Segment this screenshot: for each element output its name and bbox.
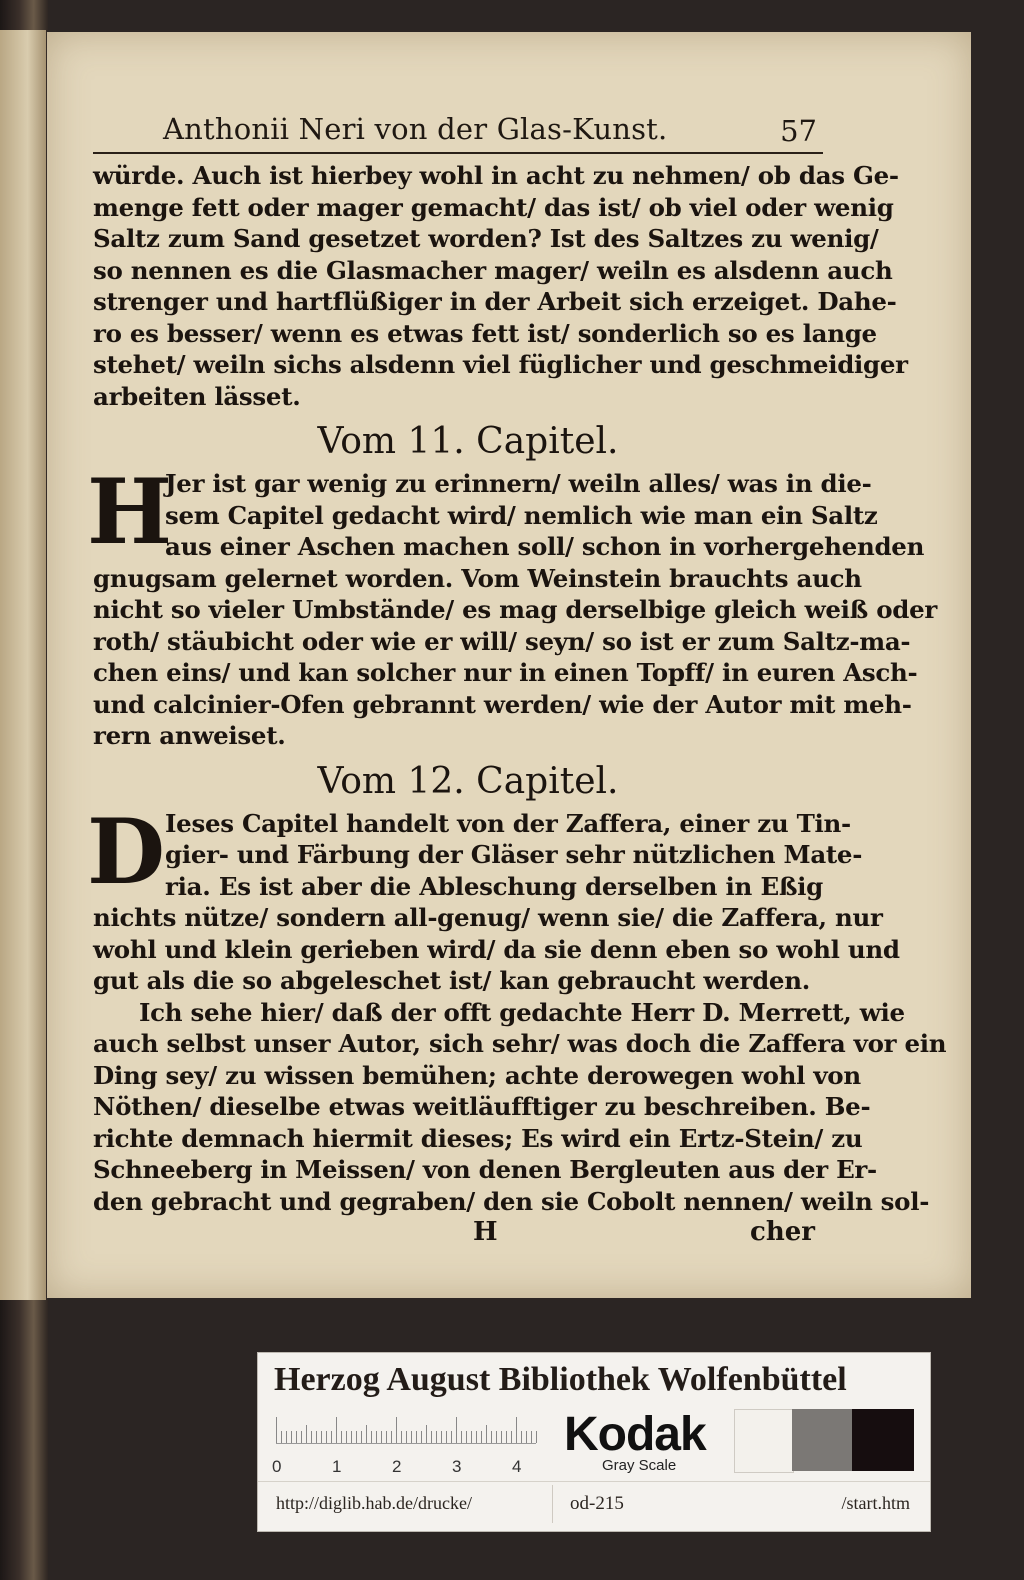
text-line: den gebracht und gegraben/ den sie Cobolt nennen/ weiln sol- (93, 1186, 930, 1216)
shelfmark-code: od-215 (570, 1493, 624, 1514)
ruler-tick (391, 1431, 392, 1443)
card-separator (552, 1485, 553, 1523)
ruler-tick (436, 1431, 437, 1443)
ruler-tick (276, 1417, 277, 1443)
ruler-tick (396, 1417, 397, 1443)
ruler-tick (531, 1431, 532, 1443)
ruler-tick (376, 1431, 377, 1443)
ruler-tick (311, 1431, 312, 1443)
ruler-tick (506, 1431, 507, 1443)
text-line: aus einer Aschen machen soll/ schon in vorhergehenden (165, 532, 925, 561)
book-page (47, 32, 971, 1298)
chapter-12-heading: Vom 12. Capitel. (317, 760, 619, 802)
ruler-tick (326, 1431, 327, 1443)
text-line: Ich sehe hier/ daß der offt gedachte Herr D. Merrett, wie (139, 997, 905, 1027)
ruler-tick (431, 1431, 432, 1443)
text-line: rern anweiset. (93, 721, 286, 750)
drop-cap: D (87, 798, 166, 905)
text-line: sem Capitel gedacht wird/ nemlich wie man ein Saltz (165, 500, 878, 530)
ruler-tick (406, 1431, 407, 1443)
catchword: cher (750, 1217, 815, 1247)
ruler-tick (351, 1431, 352, 1443)
text-line: Nöthen/ dieselbe etwas weitläufftiger zu beschreiben. Be- (93, 1092, 871, 1121)
text-line: roth/ stäubicht oder wie er will/ seyn/ so ist er zum Saltz-ma- (93, 626, 911, 656)
ruler-tick (426, 1425, 427, 1443)
ruler-tick (341, 1431, 342, 1443)
ruler-tick (286, 1431, 287, 1443)
gray-swatch-white (734, 1409, 794, 1473)
ruler-tick (526, 1431, 527, 1443)
ruler-tick (536, 1431, 537, 1443)
ruler-tick (501, 1431, 502, 1443)
text-line: Jer ist gar wenig zu erinnern/ weiln alles/ was in die- (165, 469, 872, 498)
gray-swatch-mid (792, 1409, 852, 1471)
text-line: würde. Auch ist hierbey wohl in acht zu nehmen/ ob das Ge- (93, 161, 899, 190)
page-footer (93, 1217, 823, 1251)
ruler-tick (416, 1431, 417, 1443)
text-line: gut als die so abgeleschet ist/ kan gebraucht werden. (93, 966, 810, 995)
ruler-label: 2 (392, 1457, 402, 1476)
ruler-label: 1 (332, 1457, 342, 1476)
text-line: menge fett oder mager gemacht/ das ist/ ob viel oder wenig (93, 192, 894, 222)
drop-cap: H (87, 459, 173, 565)
chapter-11-heading: Vom 11. Capitel. (317, 421, 619, 462)
text-line: chen eins/ und kan solcher nur in einen Topff/ in euren Asch- (93, 658, 918, 687)
running-head (93, 110, 823, 154)
text-line: gnugsam gelernet worden. Vom Weinstein brauchts auch (93, 563, 862, 593)
text-line: arbeiten lässet. (93, 381, 301, 411)
ruler-tick (361, 1431, 362, 1443)
ruler-tick (296, 1431, 297, 1443)
ruler-tick (446, 1431, 447, 1443)
ruler-tick (411, 1431, 412, 1443)
ruler-tick (331, 1431, 332, 1443)
page-number: 57 (780, 114, 817, 148)
text-line: ria. Es ist aber die Ableschung derselben in Eßig (165, 871, 823, 901)
ruler-tick (456, 1417, 457, 1443)
left-page-edge (0, 30, 46, 1300)
ruler-tick (496, 1431, 497, 1443)
library-name: Herzog August Bibliothek Wolfenbüttel (274, 1361, 847, 1398)
ruler-tick (281, 1431, 282, 1443)
ruler-tick (481, 1431, 482, 1443)
ruler-tick (461, 1431, 462, 1443)
ruler-label: 4 (512, 1457, 522, 1476)
ruler-tick (521, 1431, 522, 1443)
ruler-tick (486, 1425, 487, 1443)
ruler-tick (336, 1417, 337, 1443)
ruler-tick (316, 1431, 317, 1443)
ruler-tick (366, 1425, 367, 1443)
intro-paragraph (93, 160, 908, 412)
text-line: wohl und klein gerieben wird/ da sie denn eben so wohl und (93, 934, 900, 964)
color-target-card (257, 1352, 931, 1532)
start-path: /start.htm (841, 1493, 910, 1513)
measurement-ruler (276, 1415, 536, 1444)
text-line: auch selbst unser Autor, sich sehr/ was doch die Zaffera vor ein (93, 1029, 947, 1058)
text-line: ro es besser/ wenn es etwas fett ist/ sonderlich so es lange (93, 318, 877, 348)
gray-swatch-black (852, 1409, 914, 1471)
text-line: Schneeberg in Meissen/ von denen Bergleuten aus der Er- (93, 1155, 877, 1184)
ruler-tick (291, 1431, 292, 1443)
ruler-tick (476, 1431, 477, 1443)
ruler-label: 0 (272, 1457, 282, 1476)
ruler-tick (371, 1431, 372, 1443)
ruler-tick (386, 1431, 387, 1443)
ruler-tick (356, 1431, 357, 1443)
page-text-block (87, 110, 947, 1251)
text-line: gier- und Färbung der Gläser sehr nützlichen Mate- (165, 840, 863, 869)
text-line: so nennen es die Glasmacher mager/ weiln es alsdenn auch (93, 255, 893, 285)
text-line: Saltz zum Sand gesetzet worden? Ist des Saltzes zu wenig/ (93, 224, 879, 253)
ruler-tick (491, 1431, 492, 1443)
text-line: stehet/ weiln sichs alsdenn viel füglicher und geschmeidiger (93, 350, 908, 379)
ruler-tick (401, 1431, 402, 1443)
signature-mark: H (473, 1217, 498, 1247)
text-line: Ieses Capitel handelt von der Zaffera, einer zu Tin- (165, 808, 851, 838)
ruler-tick (516, 1417, 517, 1443)
ruler-tick (381, 1431, 382, 1443)
ruler-tick (301, 1431, 302, 1443)
ruler-tick (321, 1431, 322, 1443)
text-line: nichts nütze/ sondern all-genug/ wenn sie/ die Zaffera, nur (93, 903, 883, 932)
running-title: Anthonii Neri von der Glas-Kunst. (163, 112, 668, 146)
catalog-url: http://diglib.hab.de/drucke/ (276, 1493, 472, 1513)
text-line: nicht so vieler Umbstände/ es mag derselbige gleich weiß oder (93, 595, 937, 624)
ruler-tick (451, 1431, 452, 1443)
text-line: und calcinier-Ofen gebrannt werden/ wie der Autor mit meh- (93, 689, 912, 719)
card-divider (258, 1481, 930, 1482)
gray-scale-label: Gray Scale (602, 1457, 677, 1474)
ruler-tick (466, 1431, 467, 1443)
ruler-label: 3 (452, 1457, 462, 1476)
chapter-11-paragraph (87, 459, 937, 752)
ruler-tick (471, 1431, 472, 1443)
ruler-tick (441, 1431, 442, 1443)
text-line: Ding sey/ zu wissen bemühen; achte derowegen wohl von (93, 1060, 861, 1090)
text-line: strenger und hartflüßiger in der Arbeit sich erzeiget. Dahe- (93, 287, 897, 316)
text-line: richte demnach hiermit dieses; Es wird ein Ertz-Stein/ zu (93, 1123, 863, 1153)
ruler-tick (511, 1431, 512, 1443)
ruler-tick (346, 1431, 347, 1443)
ruler-tick (306, 1425, 307, 1443)
ruler-tick (421, 1431, 422, 1443)
chapter-12-paragraph (87, 798, 900, 997)
chapter-12-second-paragraph (93, 997, 947, 1218)
kodak-logo: Kodak (564, 1408, 706, 1461)
